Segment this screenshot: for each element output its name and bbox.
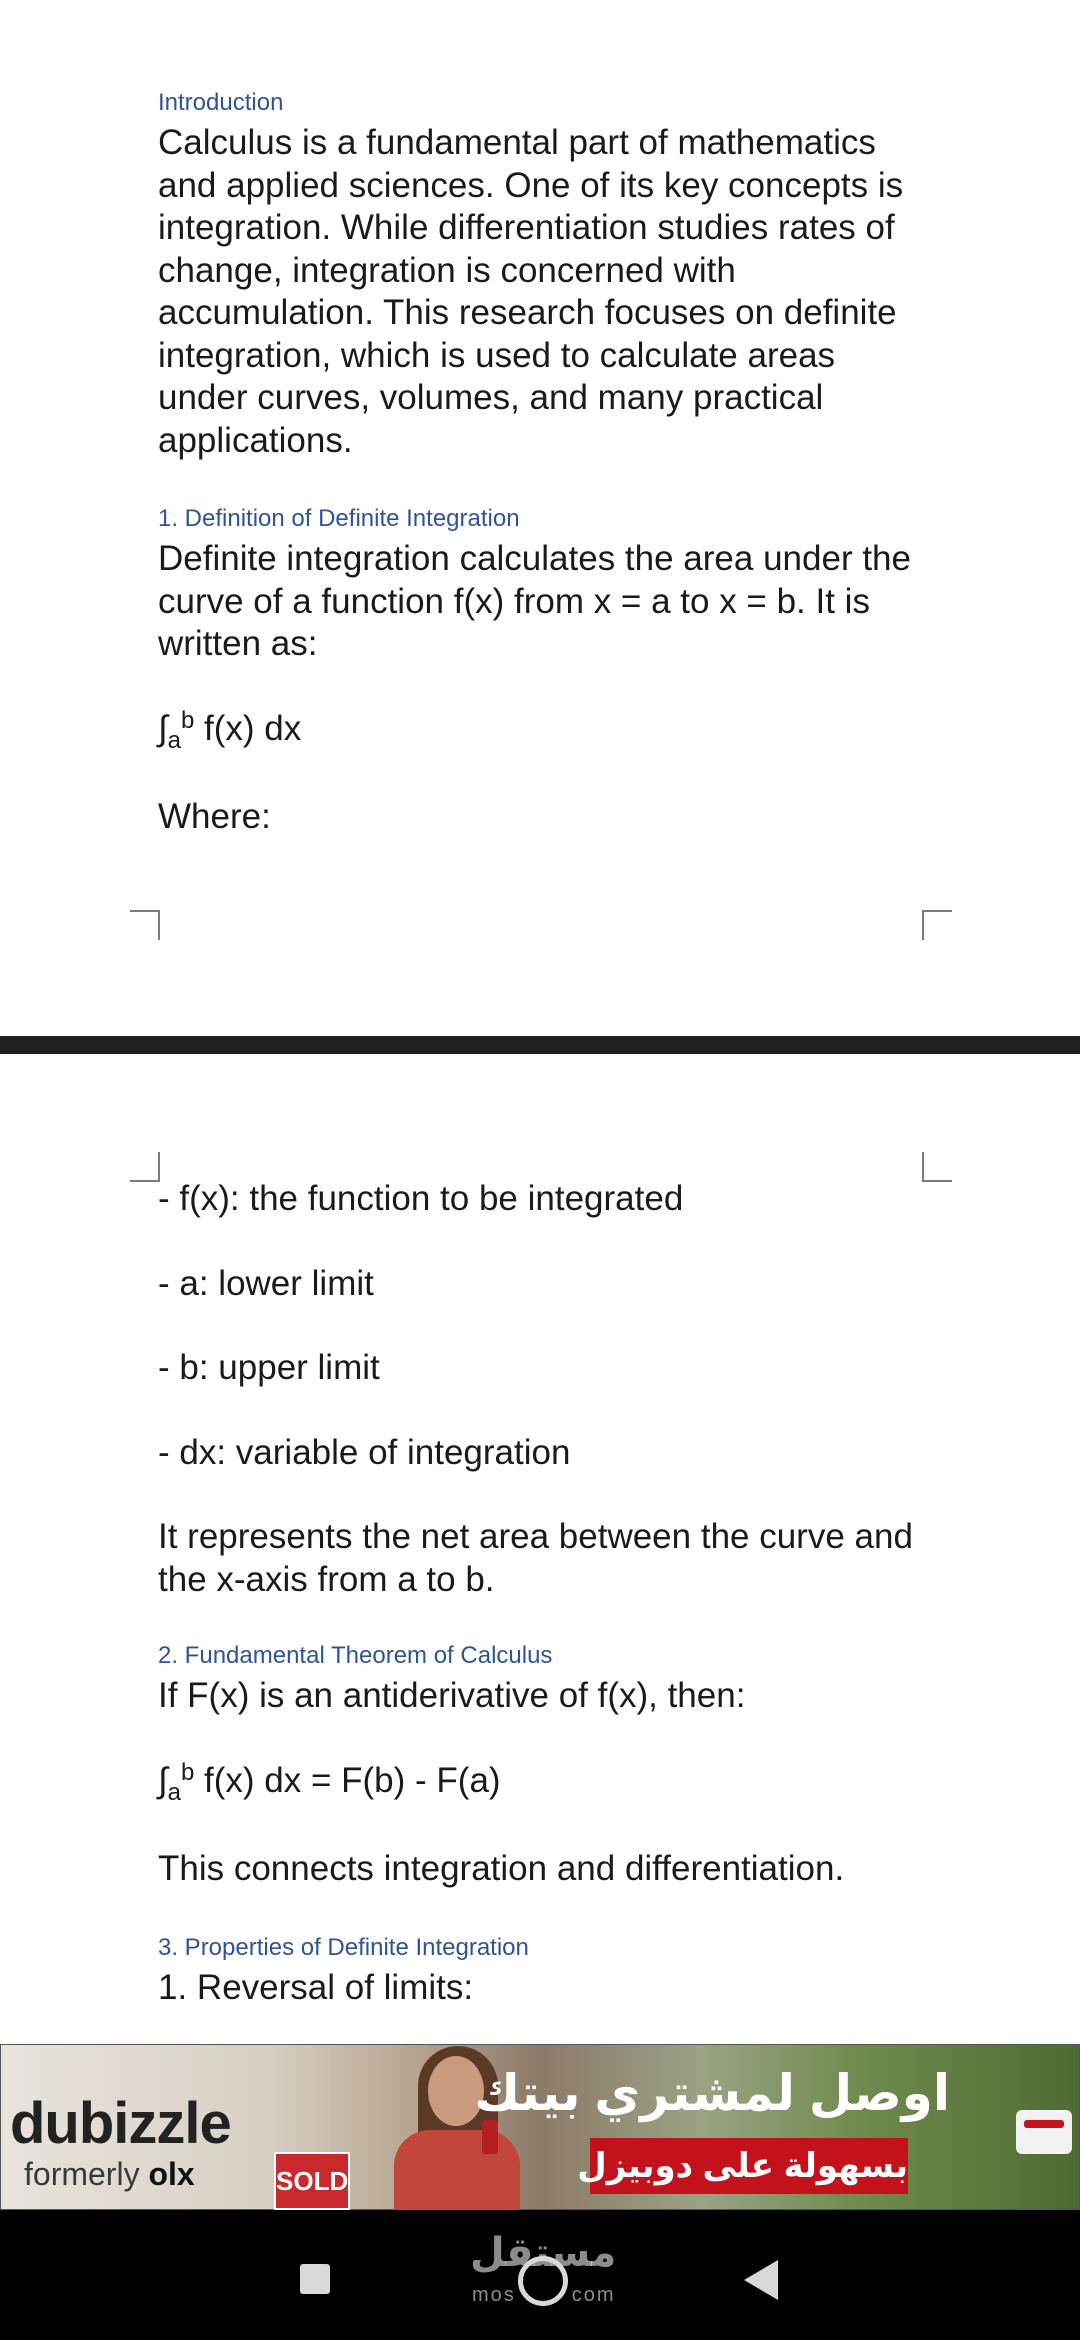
list-item: - f(x): the function to be integrated (158, 1179, 684, 1218)
connects-line: This connects integration and differentiation. (158, 1849, 845, 1888)
section2-line: If F(x) is an antiderivative of f(x), then: (158, 1676, 746, 1715)
net-area-line: the x-axis from a to b. (158, 1559, 495, 1599)
integrand: f(x) dx (194, 708, 302, 748)
back-button-icon[interactable] (744, 2260, 778, 2300)
intro-line: accumulation. This research focuses on definite (158, 293, 897, 332)
home-button-icon[interactable] (518, 2256, 568, 2306)
lower-limit: a (167, 726, 181, 754)
sold-tag: SOLD (274, 2152, 350, 2210)
net-area-line: It represents the net area between the curve and (158, 1517, 913, 1556)
integral-symbol: ∫ (158, 1760, 168, 1800)
section1-line: written as: (158, 624, 318, 663)
ad-headline: اوصل لمشتري بيتك (474, 2065, 950, 2121)
page1-content (158, 88, 918, 839)
where-label: Where: (158, 797, 271, 836)
formerly-olx-text (24, 2156, 195, 2193)
crop-mark (130, 1152, 160, 1182)
section1-heading: 1. Definition of Definite Integration (158, 505, 520, 532)
intro-line: applications. (158, 420, 353, 460)
formula-definite-integral (158, 708, 918, 755)
upper-limit: b (180, 1758, 195, 1786)
watermark-sub-left: mos (472, 2284, 516, 2306)
section3-item: 1. Reversal of limits: (158, 1967, 474, 2007)
crop-mark (922, 1152, 952, 1182)
intro-line: integration. While differentiation studies rates of (158, 208, 895, 247)
watermark-sub-right: com (571, 2284, 616, 2306)
recents-button-icon[interactable] (300, 2264, 330, 2294)
page-separator (0, 1036, 1080, 1054)
document-page-2 (0, 1054, 1080, 2044)
ad-badge-icon (1016, 2110, 1072, 2154)
intro-line: and applied sciences. One of its key concepts is (158, 165, 904, 205)
list-item: - dx: variable of integration (158, 1432, 571, 1472)
intro-paragraph (158, 122, 918, 462)
crop-mark (130, 910, 160, 940)
section2-heading: 2. Fundamental Theorem of Calculus (158, 1642, 553, 1669)
intro-line: integration, which is used to calculate areas (158, 335, 836, 375)
intro-heading: Introduction (158, 89, 284, 116)
net-area-paragraph (158, 1516, 918, 1601)
formerly-prefix: formerly (24, 2156, 149, 2192)
lower-limit: a (167, 1778, 181, 1806)
document-page-1 (0, 0, 1080, 1036)
ad-subline: بسهولة على دوبيزل (590, 2138, 908, 2194)
person-jacket (394, 2130, 520, 2210)
dubizzle-logo: dubizzle (10, 2091, 231, 2156)
phone-icon (482, 2120, 498, 2154)
mostaql-watermark: مستقل (470, 2231, 617, 2275)
list-item: - a: lower limit (158, 1263, 374, 1303)
navigation-bar (0, 2210, 1080, 2340)
crop-mark (922, 910, 952, 940)
intro-line: change, integration is concerned with (158, 250, 736, 290)
upper-limit: b (180, 706, 195, 734)
ad-banner[interactable] (0, 2044, 1080, 2210)
page2-content (158, 1178, 918, 2009)
integral-symbol: ∫ (158, 708, 168, 748)
section3-heading: 3. Properties of Definite Integration (158, 1933, 529, 1961)
olx-brand: olx (148, 2156, 195, 2192)
intro-line: under curves, volumes, and many practical (158, 378, 824, 417)
formula-fundamental-theorem (158, 1760, 918, 1807)
list-item: - b: upper limit (158, 1348, 380, 1387)
section1-line: Definite integration calculates the area under the (158, 539, 911, 578)
intro-line: Calculus is a fundamental part of mathematics (158, 123, 876, 162)
integrand: f(x) dx = F(b) - F(a) (194, 1760, 501, 1800)
section1-line: curve of a function f(x) from x = a to x = b. It is (158, 581, 870, 621)
section1-paragraph (158, 538, 918, 666)
